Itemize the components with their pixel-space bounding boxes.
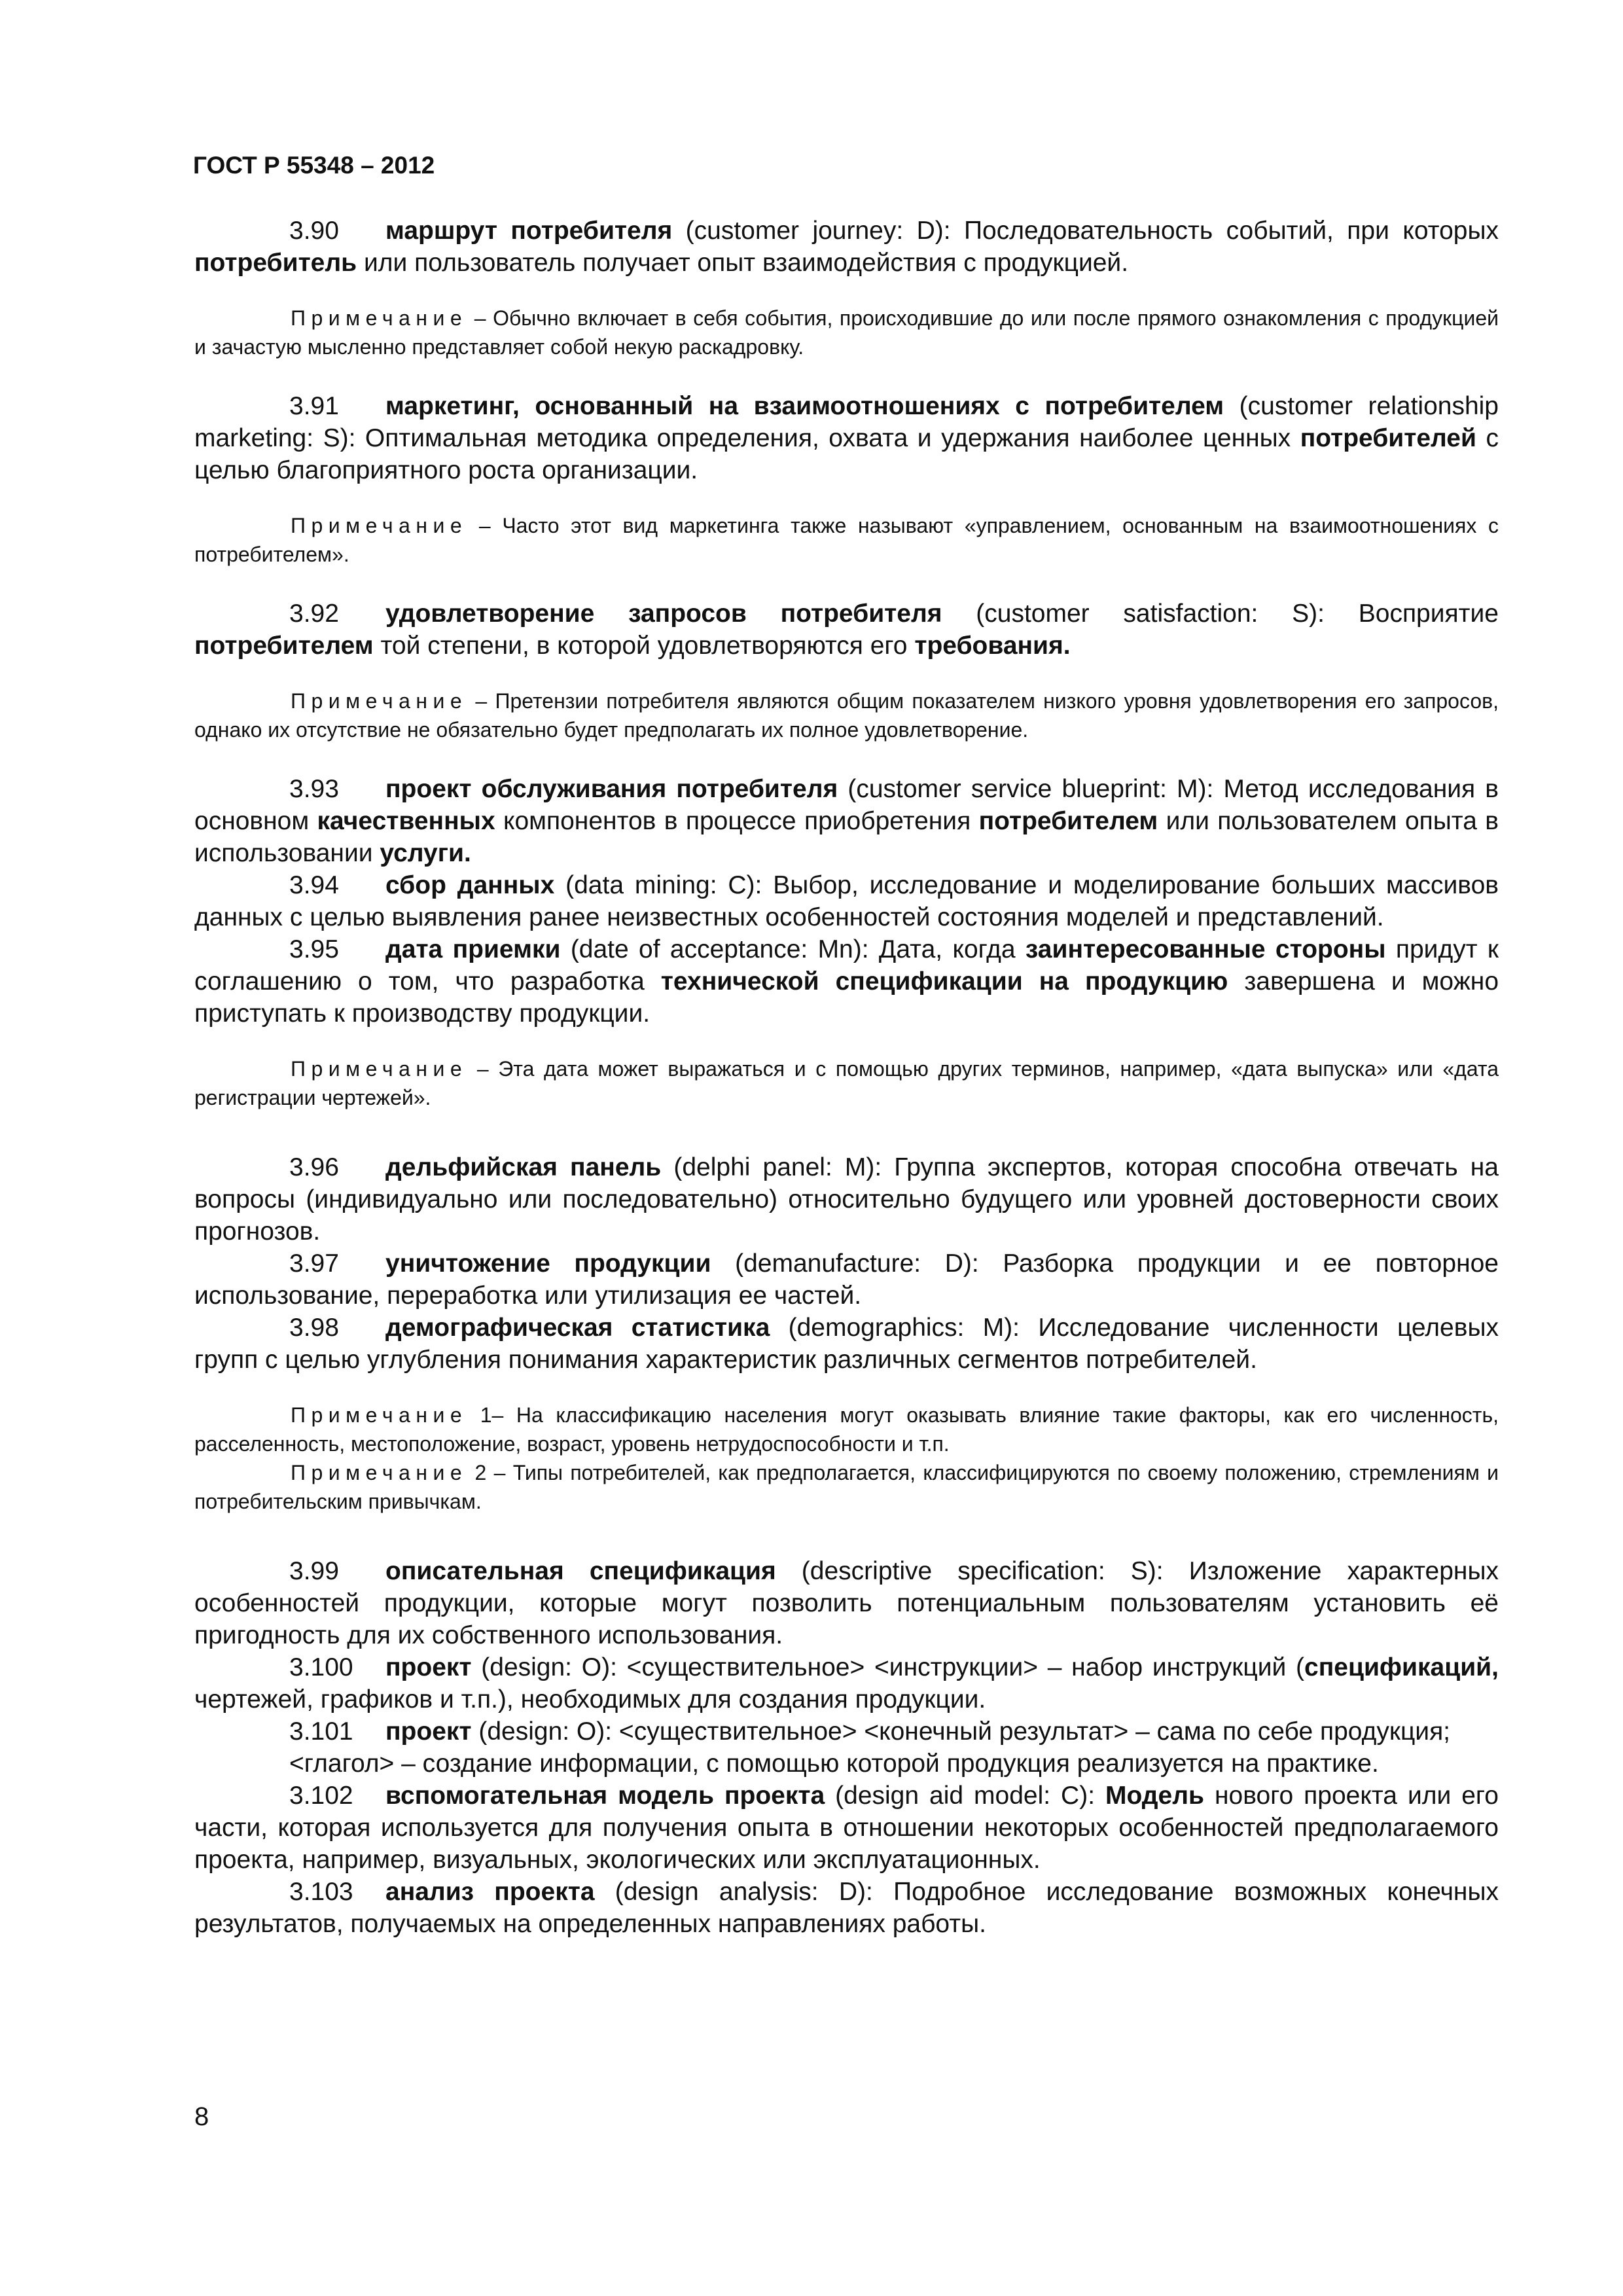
term-note: Примечание – Обычно включает в себя события, происходившие до или после прямого ознакомления с продукцией и зачастую мысленно представляет собой некую раскадровку. (194, 306, 1499, 359)
term-name: маршрут потребителя (385, 217, 673, 245)
note-label: Примечание (291, 1057, 468, 1081)
document-body (194, 215, 1499, 1940)
term-entry: 3.93 проект обслуживания потребителя (customer service blueprint: M): Метод исследования в основном качественных компонентов в процессе приобретения потребителем или пользователем опыта в использовании услуги. (194, 773, 1499, 869)
term-name: уничтожение продукции (385, 1249, 711, 1278)
document-header: ГОСТ Р 55348 – 2012 (193, 152, 435, 179)
term-reference: спецификаций, (1304, 1653, 1499, 1681)
term-entry: 3.101 проект (design: O): <существительное> <конечный результат> – сама по себе продукция; (194, 1715, 1499, 1748)
term-entry: 3.103 анализ проекта (design analysis: D): Подробное исследование возможных конечных результатов, получаемых на определенных направлениях работы. (194, 1876, 1499, 1940)
term-entry: 3.100 проект (design: O): <существительное> <инструкции> – набор инструкций (спецификаций, чертежей, графиков и т.п.), необходимых для создания продукции. (194, 1651, 1499, 1715)
term-note: Примечание – Часто этот вид маркетинга также называют «управлением, основанным на взаимоотношениях с потребителем». (194, 514, 1499, 566)
term-name: проект (385, 1653, 472, 1681)
term-name: дата приемки (385, 935, 561, 963)
term-entry: 3.99 описательная спецификация (descriptive specification: S): Изложение характерных особенностей продукции, которые могут позволить потенциальным пользователям установить её пригодность для их собственного использования. (194, 1555, 1499, 1651)
term-number: 3.92 (289, 600, 339, 628)
term-number: 3.97 (289, 1249, 339, 1278)
term-entry: 3.91 маркетинг, основанный на взаимоотношениях с потребителем (customer relationship marketing: S): Оптимальная методика определения, охвата и удержания наиболее ценных потребителей с целью благоприятного роста организации. (194, 390, 1499, 486)
note-label: Примечание (291, 1403, 468, 1427)
term-reference: требования. (914, 632, 1071, 660)
term-name: вспомогательная модель проекта (385, 1782, 825, 1810)
term-entry: 3.96 дельфийская панель (delphi panel: M): Группа экспертов, которая способна отвечать на вопросы (индивидуально или последовательно) относительно будущего или уровней достоверности своих прогнозов. (194, 1151, 1499, 1247)
term-entry: 3.94 сбор данных (data mining: C): Выбор, исследование и моделирование больших массивов данных с целью выявления ранее неизвестных особенностей состояния моделей и представлений. (194, 869, 1499, 933)
term-note: Примечание – Эта дата может выражаться и с помощью других терминов, например, «дата выпуска» или «дата регистрации чертежей». (194, 1057, 1499, 1109)
term-note: Примечание 1– На классификацию населения могут оказывать влияние такие факторы, как его численность, расселенность, местоположение, возраст, уровень нетрудоспособности и т.п. (194, 1403, 1499, 1456)
term-reference: Модель (1105, 1782, 1204, 1810)
term-name: маркетинг, основанный на взаимоотношениях с потребителем (385, 392, 1224, 420)
term-number: 3.102 (289, 1782, 353, 1810)
term-number: 3.91 (289, 392, 339, 420)
note-label: Примечание (291, 306, 468, 330)
term-number: 3.93 (289, 775, 339, 803)
term-name: проект (385, 1717, 472, 1746)
term-number: 3.99 (289, 1557, 339, 1585)
page-number: 8 (194, 2102, 209, 2131)
term-reference: потребитель (194, 249, 357, 277)
note-label: Примечание (291, 514, 468, 537)
term-number: 3.98 (289, 1314, 339, 1342)
term-reference: потребителем (194, 632, 374, 660)
term-number: 3.90 (289, 217, 339, 245)
note-label: Примечание (291, 1461, 468, 1484)
term-number: 3.95 (289, 935, 339, 963)
term-entry: 3.92 удовлетворение запросов потребителя (customer satisfaction: S): Восприятие потребителем той степени, в которой удовлетворяются его требования. (194, 598, 1499, 662)
term-entry: 3.102 вспомогательная модель проекта (design aid model: C): Модель нового проекта или его части, которая используется для получения опыта в отношении некоторых особенностей предполагаемого проекта, например, визуальных, экологических или эксплуатационных. (194, 1780, 1499, 1876)
term-name: удовлетворение запросов потребителя (385, 600, 942, 628)
term-note: Примечание – Претензии потребителя являются общим показателем низкого уровня удовлетворения его запросов, однако их отсутствие не обязательно будет предполагать их полное удовлетворение. (194, 689, 1499, 742)
term-name: сбор данных (385, 871, 555, 899)
term-number: 3.96 (289, 1153, 339, 1181)
term-reference: потребителей (1300, 424, 1476, 452)
term-entry: 3.95 дата приемки (date of acceptance: Mn): Дата, когда заинтересованные стороны придут к соглашению о том, что разработка технической спецификации на продукцию завершена и можно приступать к производству продукции. (194, 933, 1499, 1030)
term-name: демографическая статистика (385, 1314, 770, 1342)
term-name: описательная спецификация (385, 1557, 776, 1585)
term-entry: 3.98 демографическая статистика (demographics: M): Исследование численности целевых групп с целью углубления понимания характеристик различных сегментов потребителей. (194, 1312, 1499, 1376)
term-continuation: <глагол> – создание информации, с помощью которой продукция реализуется на практике. (289, 1749, 1379, 1778)
term-entry: 3.90 маршрут потребителя (customer journey: D): Последовательность событий, при которых потребитель или пользователь получает опыт взаимодействия с продукцией. (194, 215, 1499, 279)
term-reference: технической спецификации на продукцию (660, 967, 1228, 996)
term-number: 3.101 (289, 1717, 353, 1746)
term-reference: услуги. (380, 839, 471, 867)
note-label: Примечание (291, 689, 468, 713)
term-number: 3.103 (289, 1878, 353, 1906)
term-name: анализ проекта (385, 1878, 595, 1906)
term-name: дельфийская панель (385, 1153, 662, 1181)
term-note: Примечание 2 – Типы потребителей, как предполагается, классифицируются по своему положению, стремлениям и потребительским привычкам. (194, 1461, 1499, 1513)
term-reference: качественных (317, 807, 495, 835)
term-entry: 3.97 уничтожение продукции (demanufacture: D): Разборка продукции и ее повторное использование, переработка или утилизация ее частей. (194, 1247, 1499, 1312)
term-name: проект обслуживания потребителя (385, 775, 838, 803)
term-number: 3.100 (289, 1653, 353, 1681)
term-reference: заинтересованные стороны (1025, 935, 1386, 963)
term-reference: потребителем (978, 807, 1158, 835)
term-number: 3.94 (289, 871, 339, 899)
